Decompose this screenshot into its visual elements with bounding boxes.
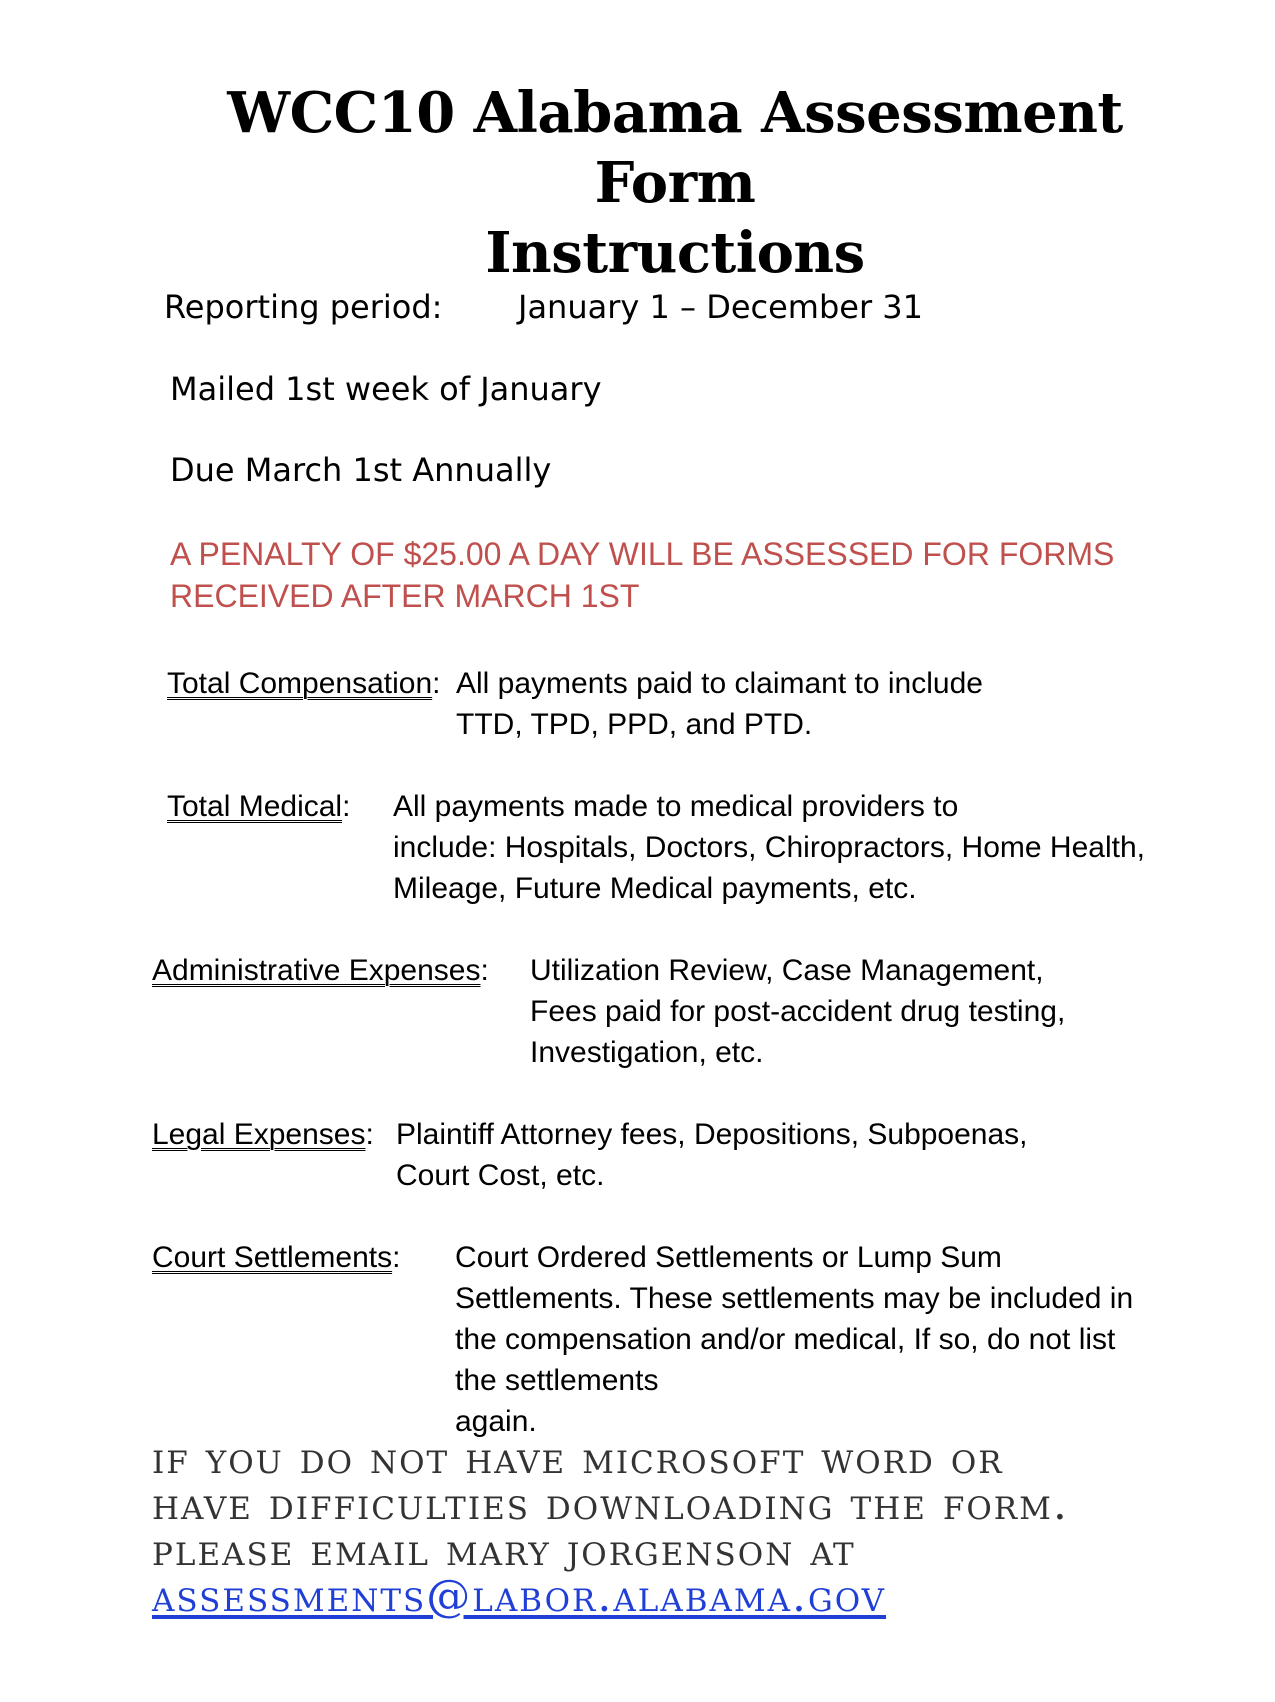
- description-line: Fees paid for post-accident drug testing,: [530, 995, 1066, 1028]
- total-medical-description: [393, 786, 1145, 909]
- description-line: Court Cost, etc.: [396, 1159, 605, 1192]
- description-line: again.: [455, 1405, 537, 1438]
- total-medical-label: Total Medical: [167, 790, 343, 823]
- court-settlements-description: [455, 1237, 1133, 1442]
- legal-expenses-term: Legal Expenses:: [152, 1118, 374, 1151]
- title-line-1: WCC10 Alabama Assessment Form: [227, 80, 1123, 216]
- penalty-line-1: A PENALTY OF $25.00 A DAY WILL BE ASSESSED FOR FORMS: [170, 536, 1115, 572]
- description-line: All payments made to medical providers to: [393, 790, 959, 823]
- description-line: Investigation, etc.: [530, 1036, 764, 1069]
- description-line: Plaintiff Attorney fees, Depositions, Subpoenas,: [396, 1118, 1028, 1151]
- legal-expenses-description: [396, 1114, 1028, 1196]
- penalty-notice: [170, 533, 1114, 617]
- description-line: the settlements: [455, 1364, 659, 1397]
- contact-notice: [152, 1433, 1069, 1622]
- description-line: Settlements. These settlements may be included in: [455, 1282, 1134, 1315]
- administrative-expenses-label: Administrative Expenses: [152, 954, 481, 987]
- email-link[interactable]: assessments@labor.alabama.gov: [152, 1571, 887, 1622]
- due-date: Due March 1st Annually: [170, 451, 552, 489]
- contact-line-2: have difficulties downloading the form.: [152, 1479, 1069, 1530]
- court-settlements-label: Court Settlements: [152, 1241, 393, 1274]
- legal-expenses-label: Legal Expenses: [152, 1118, 366, 1151]
- reporting-period-value: January 1 – December 31: [518, 288, 924, 326]
- description-line: Utilization Review, Case Management,: [530, 954, 1044, 987]
- total-medical-term: Total Medical:: [167, 790, 351, 823]
- description-line: Mileage, Future Medical payments, etc.: [393, 872, 917, 905]
- administrative-expenses-term: Administrative Expenses:: [152, 954, 489, 987]
- total-compensation-term: Total Compensation:: [167, 667, 441, 700]
- reporting-period-label: Reporting period:: [164, 288, 443, 326]
- description-line: Court Ordered Settlements or Lump Sum: [455, 1241, 1002, 1274]
- description-line: the compensation and/or medical, If so, do not list: [455, 1323, 1116, 1356]
- total-compensation-description: [456, 663, 983, 745]
- administrative-expenses-description: [530, 950, 1065, 1073]
- description-line: include: Hospitals, Doctors, Chiropractors, Home Health,: [393, 831, 1145, 864]
- contact-line-3: please email mary jorgenson at: [152, 1525, 856, 1576]
- description-line: TTD, TPD, PPD, and PTD.: [456, 708, 813, 741]
- mailed-date: Mailed 1st week of January: [170, 370, 602, 408]
- contact-line-1: if you do not have microsoft word or: [152, 1433, 1004, 1484]
- title-line-2: Instructions: [485, 220, 865, 286]
- page-title: [170, 78, 1180, 288]
- penalty-line-2: RECEIVED AFTER MARCH 1ST: [170, 578, 640, 614]
- court-settlements-term: Court Settlements:: [152, 1241, 401, 1274]
- total-compensation-label: Total Compensation: [167, 667, 433, 700]
- description-line: All payments paid to claimant to include: [456, 667, 983, 700]
